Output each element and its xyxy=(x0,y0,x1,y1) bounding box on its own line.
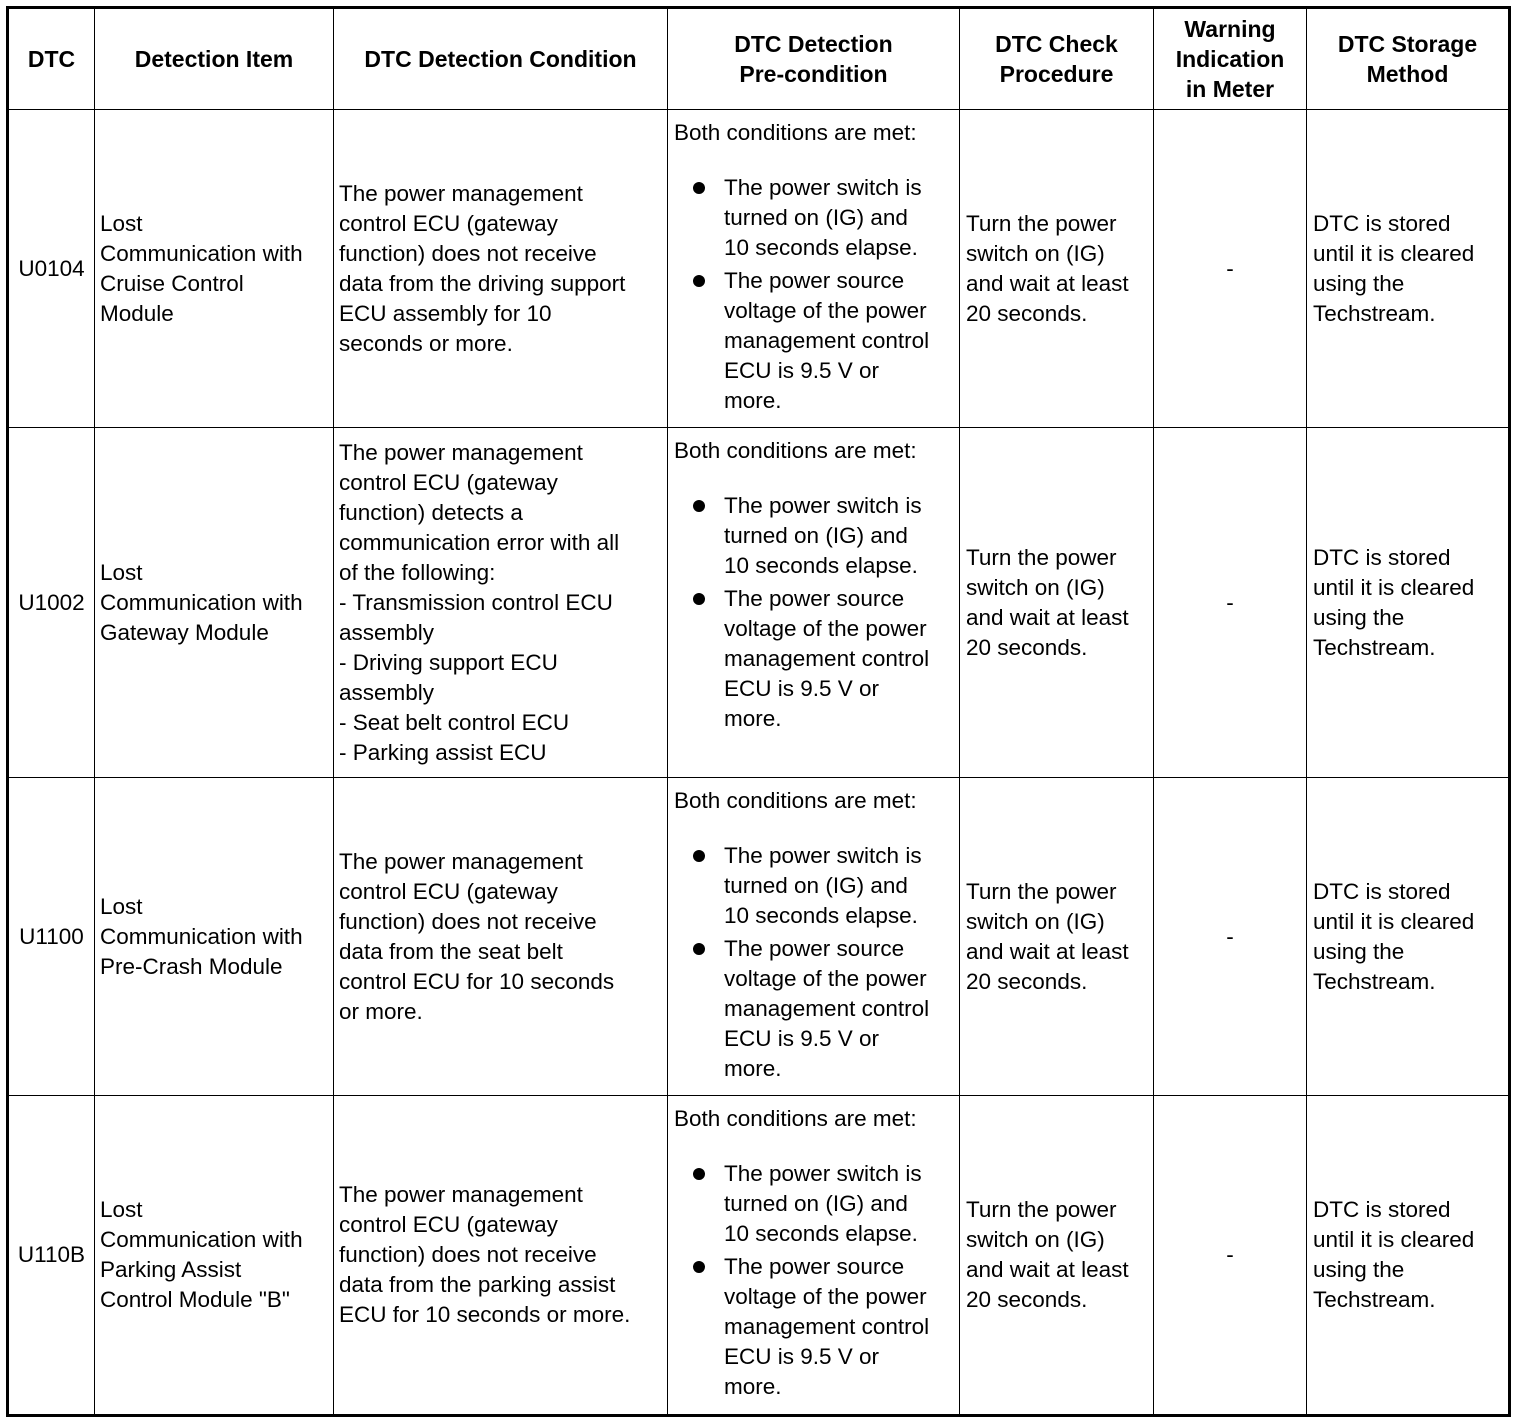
storage-method: DTC is stored until it is cleared using the Techstream. xyxy=(1307,110,1510,428)
detection-condition: The power management control ECU (gateway function) detects a communication error with all of the following: - Transmission control ECU assembly - Driving support ECU assembly - Seat belt control ECU - Parking assist ECU xyxy=(334,428,668,778)
bullet-icon xyxy=(693,850,705,862)
bullet-icon xyxy=(693,593,705,605)
header-pre-condition: DTC Detection Pre-condition xyxy=(668,8,960,110)
check-procedure: Turn the power switch on (IG) and wait at least 20 seconds. xyxy=(960,428,1154,778)
storage-method: DTC is stored until it is cleared using the Techstream. xyxy=(1307,428,1510,778)
warning-indication: - xyxy=(1154,428,1307,778)
bullet-icon xyxy=(693,500,705,512)
list-item: The power source voltage of the power management control ECU is 9.5 V or more. xyxy=(674,584,955,734)
bullet-icon xyxy=(693,1168,705,1180)
dtc-code: U1100 xyxy=(8,778,95,1096)
header-dtc: DTC xyxy=(8,8,95,110)
header-detection-item: Detection Item xyxy=(95,8,334,110)
dtc-code: U1002 xyxy=(8,428,95,778)
pre-condition-intro: Both conditions are met: xyxy=(674,438,917,463)
detection-condition: The power management control ECU (gateway function) does not receive data from the seat belt control ECU for 10 seconds or more. xyxy=(334,778,668,1096)
header-storage-method: DTC Storage Method xyxy=(1307,8,1510,110)
dtc-code: U0104 xyxy=(8,110,95,428)
list-item: The power switch is turned on (IG) and 10 seconds elapse. xyxy=(674,173,955,263)
bullet-icon xyxy=(693,1261,705,1273)
pre-condition-list xyxy=(674,841,955,1084)
list-item: The power source voltage of the power management control ECU is 9.5 V or more. xyxy=(674,934,955,1084)
detection-item: Lost Communication with Gateway Module xyxy=(95,428,334,778)
detection-item: Lost Communication with Pre-Crash Module xyxy=(95,778,334,1096)
list-item: The power switch is turned on (IG) and 10 seconds elapse. xyxy=(674,1159,955,1249)
table-row xyxy=(8,428,1510,778)
list-item: The power source voltage of the power management control ECU is 9.5 V or more. xyxy=(674,266,955,416)
table-row xyxy=(8,110,1510,428)
header-row xyxy=(8,8,1510,110)
pre-condition xyxy=(668,428,960,778)
header-warning-indication: Warning Indication in Meter xyxy=(1154,8,1307,110)
pre-condition-intro: Both conditions are met: xyxy=(674,1106,917,1131)
bullet-icon xyxy=(693,182,705,194)
detection-item: Lost Communication with Parking Assist Control Module "B" xyxy=(95,1096,334,1416)
warning-indication: - xyxy=(1154,1096,1307,1416)
table-body xyxy=(8,110,1510,1416)
pre-condition-list xyxy=(674,491,955,734)
storage-method: DTC is stored until it is cleared using the Techstream. xyxy=(1307,778,1510,1096)
header-check-procedure: DTC Check Procedure xyxy=(960,8,1154,110)
pre-condition xyxy=(668,778,960,1096)
pre-condition-intro: Both conditions are met: xyxy=(674,788,917,813)
storage-method: DTC is stored until it is cleared using the Techstream. xyxy=(1307,1096,1510,1416)
check-procedure: Turn the power switch on (IG) and wait at least 20 seconds. xyxy=(960,778,1154,1096)
header-detection-condition: DTC Detection Condition xyxy=(334,8,668,110)
pre-condition-list xyxy=(674,1159,955,1402)
pre-condition xyxy=(668,1096,960,1416)
bullet-icon xyxy=(693,943,705,955)
list-item: The power switch is turned on (IG) and 10 seconds elapse. xyxy=(674,841,955,931)
pre-condition xyxy=(668,110,960,428)
list-item: The power switch is turned on (IG) and 10 seconds elapse. xyxy=(674,491,955,581)
bullet-icon xyxy=(693,275,705,287)
table-row xyxy=(8,1096,1510,1416)
warning-indication: - xyxy=(1154,778,1307,1096)
pre-condition-intro: Both conditions are met: xyxy=(674,120,917,145)
detection-item: Lost Communication with Cruise Control Module xyxy=(95,110,334,428)
detection-condition: The power management control ECU (gateway function) does not receive data from the parking assist ECU for 10 seconds or more. xyxy=(334,1096,668,1416)
table-row xyxy=(8,778,1510,1096)
dtc-code: U110B xyxy=(8,1096,95,1416)
check-procedure: Turn the power switch on (IG) and wait at least 20 seconds. xyxy=(960,1096,1154,1416)
list-item: The power source voltage of the power management control ECU is 9.5 V or more. xyxy=(674,1252,955,1402)
check-procedure: Turn the power switch on (IG) and wait at least 20 seconds. xyxy=(960,110,1154,428)
warning-indication: - xyxy=(1154,110,1307,428)
dtc-table xyxy=(6,6,1511,1417)
detection-condition: The power management control ECU (gateway function) does not receive data from the driving support ECU assembly for 10 seconds or more. xyxy=(334,110,668,428)
pre-condition-list xyxy=(674,173,955,416)
